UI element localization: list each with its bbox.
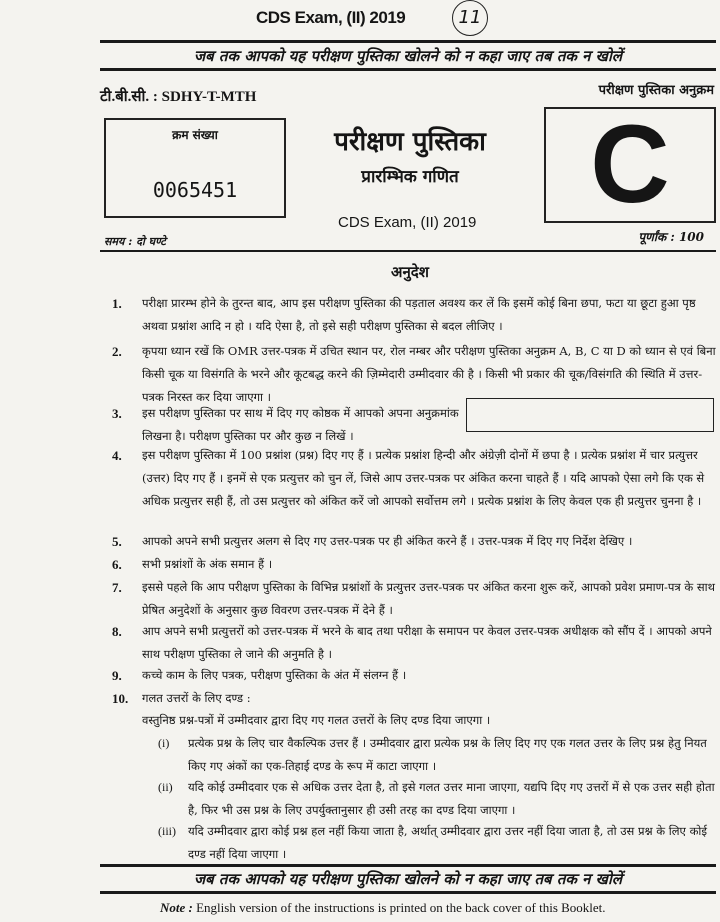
item-text: गलत उत्तरों के लिए दण्ड : [142, 691, 251, 705]
penalty-number: (iii) [158, 824, 176, 838]
divider-mid [100, 250, 716, 252]
penalty-item [142, 732, 716, 778]
banner-do-not-open-bottom: जब तक आपको यह परीक्षण पुस्तिका खोलने को न कहा जाए तब तक न खोलें [193, 870, 623, 888]
instruction-item [104, 530, 716, 553]
subject-title: प्रारम्भिक गणित [361, 167, 459, 187]
penalty-item [142, 820, 716, 866]
instruction-item [104, 620, 716, 666]
item-text: परीक्षा प्रारम्भ होने के तुरन्त बाद, आप इस परीक्षण पुस्तिका की पड़ताल अवश्य कर लें कि इसमें कोई बिना छपा, फटा या छूटा हुआ पृष्ठ अथवा प्रश्नांश आदि न हो । यदि ऐसा है, तो इसे सही परीक्षण पुस्तिका से बदल लीजिए । [142, 296, 696, 333]
note-label: Note : [160, 900, 193, 915]
instruction-item [104, 444, 716, 513]
instruction-item [104, 402, 464, 448]
banner-do-not-open-top: जब तक आपको यह परीक्षण पुस्तिका खोलने को न कहा जाए तब तक न खोलें [193, 47, 623, 65]
item-text: सभी प्रश्नांशों के अंक समान हैं । [142, 557, 273, 571]
item-number: 8. [112, 624, 122, 639]
instruction-item [104, 292, 716, 338]
item-text: आप अपने सभी प्रत्युत्तरों को उत्तर-पत्रक में भरने के बाद तथा परीक्षा के समापन पर केवल उत्तर-पत्रक अधीक्षक को सौंप दें । आपको अपने साथ परीक्षण पुस्तिका ले जाने की अनुमति है । [142, 624, 712, 661]
series-letter: C [590, 103, 670, 226]
item-text: कृपया ध्यान रखें कि OMR उत्तर-पत्रक में उचित स्थान पर, रोल नम्बर और परीक्षण पुस्तिका अनुक्रम A, B, C या D को ध्यान से एवं बिना किसी चूक या विसंगति के भरने और कूटबद्ध करने की ज़िम्मेदारी उम्मीदवार की है । किसी भी प्रकार की चूक/विसंगति की स्थिति में उत्तर-पत्रक निरस्त कर दिया जाएगा । [142, 344, 716, 404]
handwritten-number: 11 [452, 0, 488, 36]
item-text: इस परीक्षण पुस्तिका में 100 प्रश्नांश (प्रश्न) दिए गए हैं । प्रत्येक प्रश्नांश हिन्दी और अंग्रेज़ी दोनों में छपा है । प्रत्येक प्रश्नांश में चार प्रत्युत्तर (उत्तर) दिए गए हैं । इनमें से एक प्रत्युत्तर को चुन लें, जिसे आप उत्तर-पत्रक पर अंकित करना चाहते हैं । यदि आपको ऐसा लगे कि एक से अधिक प्रत्युत्तर सही हैं, तो उस प्रत्युत्तर को अंकित करें जो आपको सर्वोत्तम लगे । प्रत्येक प्रश्नांश के लिए केवल एक ही प्रत्युत्तर चुनना है । [142, 448, 705, 508]
penalty-item [142, 776, 716, 822]
exam-title-mid: CDS Exam, (II) 2019 [338, 214, 477, 231]
item-number: 1. [112, 296, 122, 311]
instructions-heading: अनुदेश [391, 263, 429, 281]
time-allowed: समय : दो घण्टे [104, 235, 166, 248]
divider-top [100, 40, 716, 43]
item-text: आपको अपने सभी प्रत्युत्तर अलग से दिए गए उत्तर-पत्रक पर ही अंकित करने हैं । उत्तर-पत्रक में दिए गए निर्देश देखिए । [142, 534, 633, 548]
item-text: कच्चे काम के लिए पत्रक, परीक्षण पुस्तिका के अंत में संलग्न हैं । [142, 668, 407, 682]
item-number: 5. [112, 534, 122, 549]
item-text: इससे पहले कि आप परीक्षण पुस्तिका के विभिन्न प्रश्नांशों के प्रत्युत्तर उत्तर-पत्रक पर अंकित करना शुरू करें, आपको प्रवेश प्रमाण-पत्र के साथ प्रेषित अनुदेशों के अनुसार कुछ विवरण उत्तर-पत्रक में देने हैं । [142, 580, 715, 617]
penalty-number: (ii) [158, 780, 173, 794]
divider-bottom-2 [100, 891, 716, 894]
penalty-intro [104, 709, 716, 732]
note-text: English version of the instructions is printed on the back cover of this Booklet. [196, 900, 606, 915]
item-number: 2. [112, 344, 122, 359]
item-number: 10. [112, 691, 129, 706]
exam-title-top: CDS Exam, (II) 2019 [256, 8, 406, 27]
tbc-code: टी.बी.सी. : SDHY-T-MTH [100, 89, 257, 105]
item-number: 9. [112, 668, 122, 683]
roll-number-box[interactable] [466, 398, 714, 432]
serial-number-box [104, 118, 286, 218]
instruction-item [104, 576, 716, 622]
item-number: 3. [112, 406, 122, 421]
penalty-number: (i) [158, 736, 170, 750]
booklet-title: परीक्षण पुस्तिका [334, 127, 486, 157]
instruction-item [104, 553, 716, 576]
instruction-item [104, 687, 716, 710]
divider-bottom [100, 864, 716, 867]
maximum-marks: पूर्णांक : 100 [638, 230, 704, 244]
penalty-text: यदि उम्मीदवार द्वारा कोई प्रश्न हल नहीं किया जाता है, अर्थात् उम्मीदवार द्वारा उत्तर नहीं दिया जाता है, तो उस प्रश्न के लिए कोई दण्ड नहीं दिया जाएगा । [188, 824, 708, 861]
item-number: 6. [112, 557, 122, 572]
instruction-item [104, 664, 716, 687]
divider-top-2 [100, 68, 716, 71]
series-label: परीक्षण पुस्तिका अनुक्रम [598, 83, 714, 98]
item-text: इस परीक्षण पुस्तिका पर साथ में दिए गए कोष्ठक में आपको अपना अनुक्रमांक लिखना है। परीक्षण पुस्तिका पर और कुछ न लिखें । [142, 406, 459, 443]
item-number: 4. [112, 448, 122, 463]
penalty-intro-text: वस्तुनिष्ठ प्रश्न-पत्रों में उम्मीदवार द्वारा दिए गए गलत उत्तरों के लिए दण्ड दिया जाएगा । [142, 713, 491, 727]
series-box [544, 103, 716, 226]
serial-number-label: क्रम संख्या [172, 128, 218, 142]
penalty-text: प्रत्येक प्रश्न के लिए चार वैकल्पिक उत्तर हैं । उम्मीदवार द्वारा प्रत्येक प्रश्न के लिए दिए गए एक गलत उत्तर के लिए प्रश्न हेतु नियत किए गए अंकों का एक-तिहाई दण्ड के रूप में काटा जाएगा । [188, 736, 707, 773]
english-note [160, 900, 606, 916]
penalty-text: यदि कोई उम्मीदवार एक से अधिक उत्तर देता है, तो इसे गलत उत्तर माना जाएगा, यद्यपि दिए गए उत्तरों में से एक उत्तर सही होता है, फिर भी उस प्रश्न के लिए उपर्युक्तानुसार ही उसी तरह का दण्ड दिया जाएगा । [188, 780, 715, 817]
item-number: 7. [112, 580, 122, 595]
serial-number: 0065451 [152, 178, 238, 202]
